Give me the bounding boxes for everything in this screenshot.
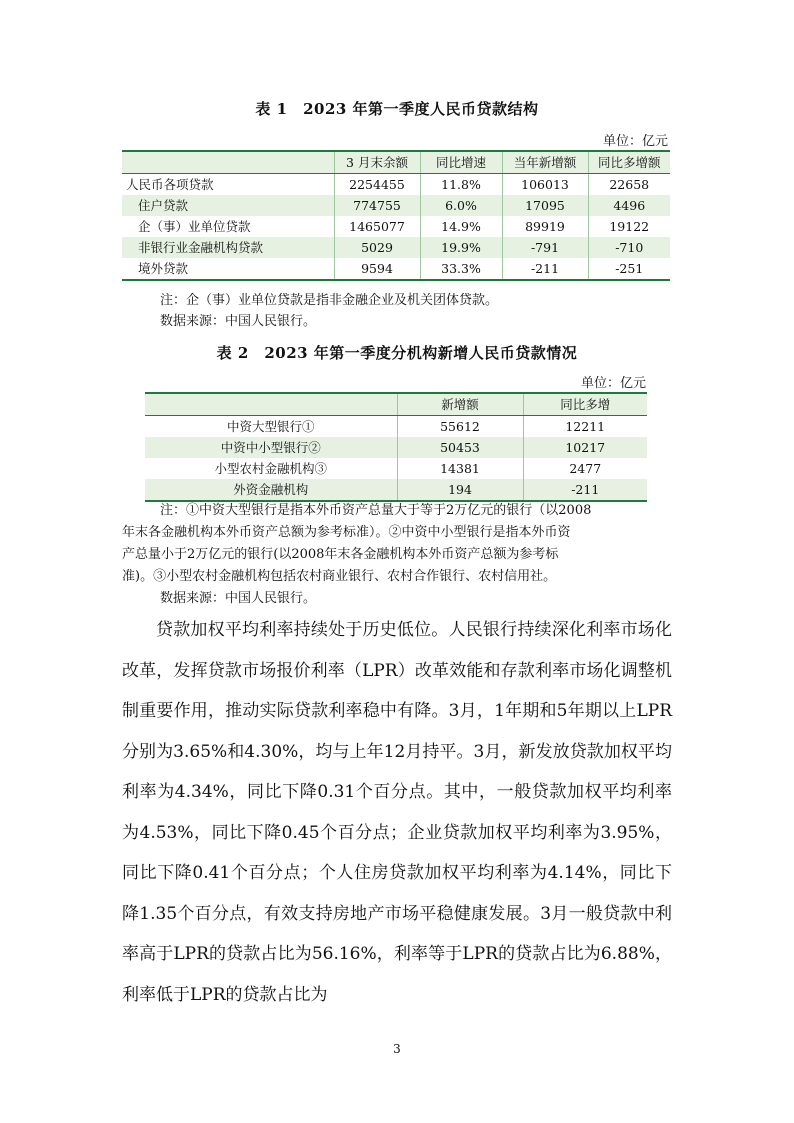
cell-more: 2477 — [523, 458, 647, 479]
cell-more: 4496 — [588, 195, 670, 216]
table1-header-balance: 3 月末余额 — [334, 151, 420, 174]
cell-new: 17095 — [502, 195, 588, 216]
table-row — [145, 479, 647, 501]
cell-new: -791 — [502, 237, 588, 258]
cell-balance: 774755 — [334, 195, 420, 216]
table-row — [122, 174, 670, 196]
row-label: 外资金融机构 — [145, 479, 397, 501]
cell-more: 19122 — [588, 216, 670, 237]
table1-note: 注：企（事）业单位贷款是指非金融企业及机关团体贷款。 — [160, 293, 499, 308]
cell-balance: 1465077 — [334, 216, 420, 237]
row-label: 人民币各项贷款 — [126, 177, 214, 192]
cell-balance: 2254455 — [334, 174, 420, 196]
cell-growth: 19.9% — [420, 237, 502, 258]
table1-header-label — [122, 151, 334, 174]
table-row — [122, 258, 670, 280]
cell-more: 22658 — [588, 174, 670, 196]
cell-new: 14381 — [397, 458, 523, 479]
cell-growth: 6.0% — [420, 195, 502, 216]
cell-growth: 11.8% — [420, 174, 502, 196]
table1 — [122, 150, 670, 281]
cell-new: 89919 — [502, 216, 588, 237]
cell-more: 10217 — [523, 437, 647, 458]
table2-title: 表 2 2023 年第一季度分机构新增人民币贷款情况 — [216, 344, 578, 362]
table2-note-line-4: 准)。③小型农村金融机构包括农村商业银行、农村合作银行、农村信用社。 — [122, 569, 557, 584]
table-row — [145, 416, 647, 438]
cell-growth: 14.9% — [420, 216, 502, 237]
row-label: 中资中小型银行② — [220, 440, 321, 455]
table2-note-line-1: 注：①中资大型银行是指本外币资产总量大于等于2万亿元的银行（以2008 — [160, 503, 592, 518]
table1-header-more: 同比多增额 — [588, 151, 670, 174]
cell-new: 106013 — [502, 174, 588, 196]
table1-header-new: 当年新增额 — [502, 151, 588, 174]
cell-new: -211 — [502, 258, 588, 280]
cell-more: -211 — [523, 479, 647, 501]
table1-source: 数据来源：中国人民银行。 — [160, 314, 317, 329]
table2-header-new: 新增额 — [397, 393, 523, 416]
row-label: 中资大型银行① — [226, 419, 315, 434]
table2 — [145, 392, 647, 502]
row-label: 境外贷款 — [122, 258, 334, 280]
page-number: 3 — [393, 1042, 401, 1056]
cell-new: 194 — [397, 479, 523, 501]
cell-balance: 9594 — [334, 258, 420, 280]
table2-header-row — [145, 393, 647, 416]
row-label: 小型农村金融机构③ — [214, 461, 327, 476]
table1-unit: 单位：亿元 — [602, 134, 668, 149]
table2-note-line-3: 产总量小于2万亿元的银行(以2008年末各金融机构本外币资产总额为参考标 — [122, 547, 559, 562]
table-row — [122, 237, 670, 258]
table1-header-growth: 同比增速 — [420, 151, 502, 174]
body-paragraph: 贷款加权平均利率持续处于历史低位。人民银行持续深化利率市场化改革，发挥贷款市场报价利率（LPR）改革效能和存款利率市场化调整机制重要作用，推动实际贷款利率稳中有降。3月，1年期和5年期以上LPR分别为3.65%和4.30%，均与上年12月持平。3月，新发放贷款加权平均利率为4.34%，同比下降0.31个百分点。其中，一般贷款加权平均利率为4.53%，同比下降0.45个百分点；企业贷款加权平均利率为3.95%，同比下降0.41个百分点；个人住房贷款加权平均利率为4.14%，同比下降1.35个百分点，有效支持房地产市场平稳健康发展。3月一般贷款中利率高于LPR的贷款占比为56.16%，利率等于LPR的贷款占比为6.88%，利率低于LPR的贷款占比为 — [122, 620, 672, 1005]
table2-header-more: 同比多增 — [523, 393, 647, 416]
table2-note-line-2: 年末各金融机构本外币资产总额为参考标准）。②中资中小型银行是指本外币资 — [122, 525, 571, 540]
row-label: 住户贷款 — [138, 198, 189, 213]
table2-source: 数据来源：中国人民银行。 — [160, 591, 317, 606]
table-row — [145, 437, 647, 458]
table2-header-label — [145, 393, 397, 416]
cell-new: 50453 — [397, 437, 523, 458]
cell-more: -710 — [588, 237, 670, 258]
table1-header-row — [122, 151, 670, 174]
cell-new: 55612 — [397, 416, 523, 438]
cell-more: 12211 — [523, 416, 647, 438]
table-row — [122, 216, 670, 237]
cell-growth: 33.3% — [420, 258, 502, 280]
table-row — [122, 195, 670, 216]
cell-more: -251 — [588, 258, 670, 280]
table1-title: 表 1 2023 年第一季度人民币贷款结构 — [255, 100, 539, 118]
table2-unit: 单位：亿元 — [580, 376, 646, 391]
table-row — [145, 458, 647, 479]
row-label: 非银行业金融机构贷款 — [138, 240, 264, 255]
row-label: 企（事）业单位贷款 — [138, 219, 251, 234]
cell-balance: 5029 — [334, 237, 420, 258]
